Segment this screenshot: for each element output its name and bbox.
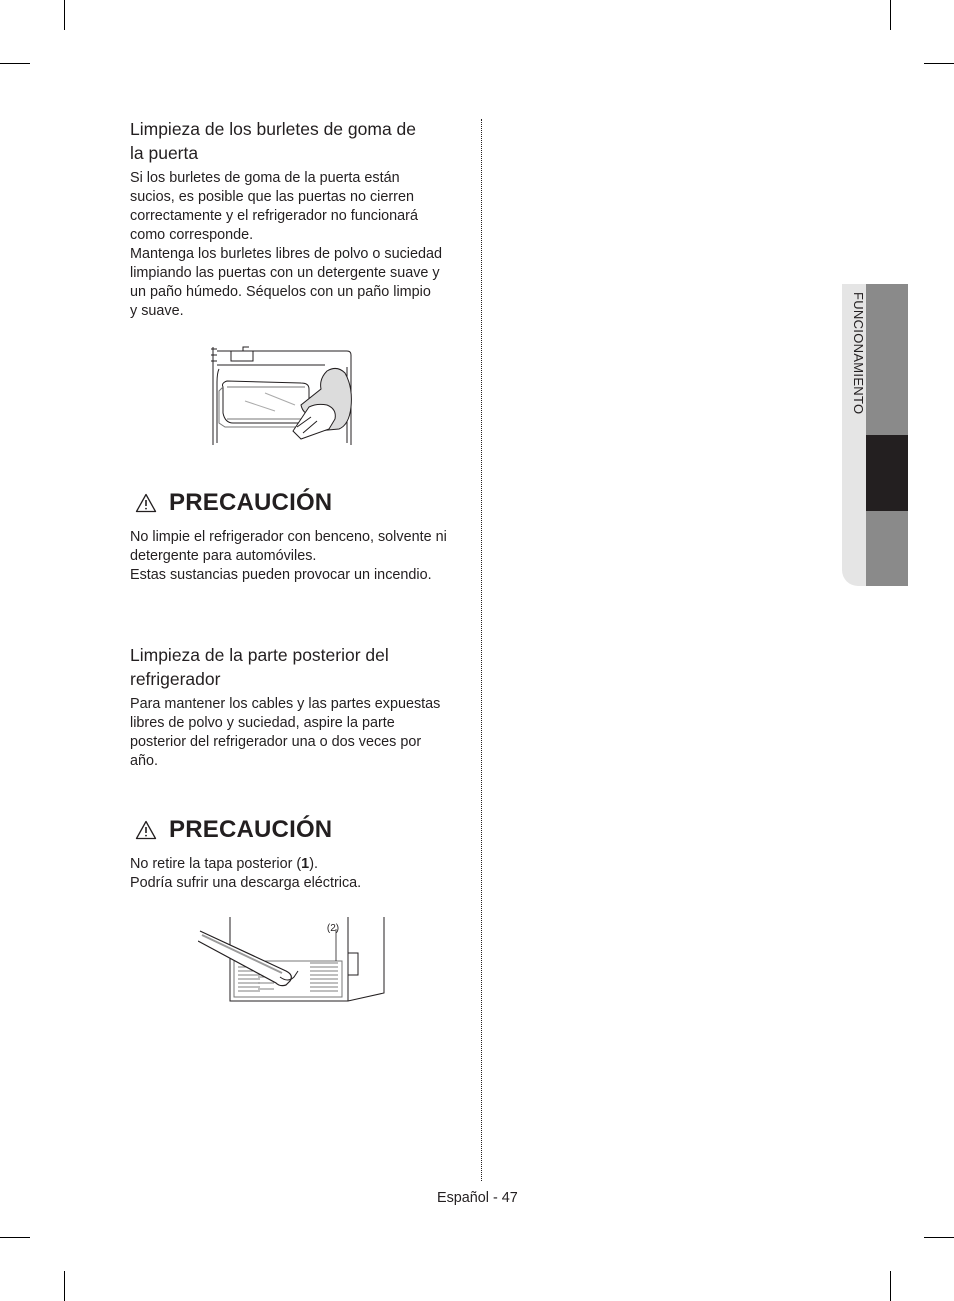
crop-mark — [924, 63, 954, 64]
body-line: Podría sufrir una descarga eléctrica. — [130, 875, 362, 891]
body-line: limpiando las puertas con un detergente suave y — [130, 265, 440, 281]
crop-mark — [64, 1271, 65, 1301]
body-line: Para mantener los cables y las partes expuestas — [130, 696, 441, 712]
rear-cleaning-body — [130, 695, 470, 771]
caution-body — [130, 855, 470, 893]
crop-mark — [924, 1237, 954, 1238]
body-line: sucios, es posible que las puertas no cierren — [130, 189, 414, 205]
body-line: y suave. — [130, 303, 184, 319]
door-gaskets-body — [130, 169, 470, 321]
side-tab-label: FUNCIONAMIENTO — [851, 292, 866, 415]
body-line: un paño húmedo. Séquelos con un paño limpio — [130, 284, 431, 300]
crop-mark — [0, 1237, 30, 1238]
rear-cover-reference: 1 — [301, 856, 310, 872]
body-line: detergente para automóviles. — [130, 548, 317, 564]
rear-vacuum-illustration — [198, 917, 388, 1007]
warning-triangle-icon — [135, 493, 157, 513]
section-heading-rear-cleaning — [130, 643, 475, 691]
caution-heading — [135, 816, 332, 844]
body-line: libres de polvo y suciedad, aspire la parte — [130, 715, 395, 731]
page-number: Español - 47 — [437, 1190, 518, 1206]
body-line: Estas sustancias pueden provocar un incendio. — [130, 567, 432, 583]
body-line: Mantenga los burletes libres de polvo o suciedad — [130, 246, 442, 262]
caution-title: PRECAUCIÓN — [169, 816, 333, 843]
heading-line: Limpieza de la parte posterior del — [130, 645, 389, 665]
body-line: Si los burletes de goma de la puerta están — [130, 170, 400, 186]
side-tab-bar — [866, 284, 908, 435]
side-tab-active-bar — [866, 435, 908, 511]
text-run: ). — [309, 856, 318, 872]
body-line: año. — [130, 753, 159, 769]
crop-mark — [64, 0, 65, 30]
body-line — [130, 855, 470, 874]
warning-triangle-icon — [135, 820, 157, 840]
heading-line: la puerta — [130, 143, 199, 163]
heading-line: refrigerador — [130, 669, 221, 689]
chapter-side-tab — [842, 284, 908, 586]
body-line: como corresponde. — [130, 227, 254, 243]
column-divider — [481, 119, 482, 1181]
heading-line: Limpieza de los burletes de goma de — [130, 119, 417, 139]
crop-mark — [890, 0, 891, 30]
figure-callout-label: (2) — [326, 923, 340, 934]
section-heading-door-gaskets — [130, 117, 475, 165]
caution-heading — [135, 489, 332, 517]
caution-title: PRECAUCIÓN — [169, 489, 333, 516]
text-run: No retire la tapa posterior ( — [130, 856, 302, 872]
caution-body — [130, 528, 470, 585]
door-gasket-cleaning-illustration — [205, 343, 357, 447]
body-line: correctamente y el refrigerador no funcionará — [130, 208, 418, 224]
body-line: No limpie el refrigerador con benceno, solvente ni — [130, 529, 447, 545]
crop-mark — [0, 63, 30, 64]
body-line: posterior del refrigerador una o dos veces por — [130, 734, 422, 750]
side-tab-bar — [866, 511, 908, 586]
crop-mark — [890, 1271, 891, 1301]
